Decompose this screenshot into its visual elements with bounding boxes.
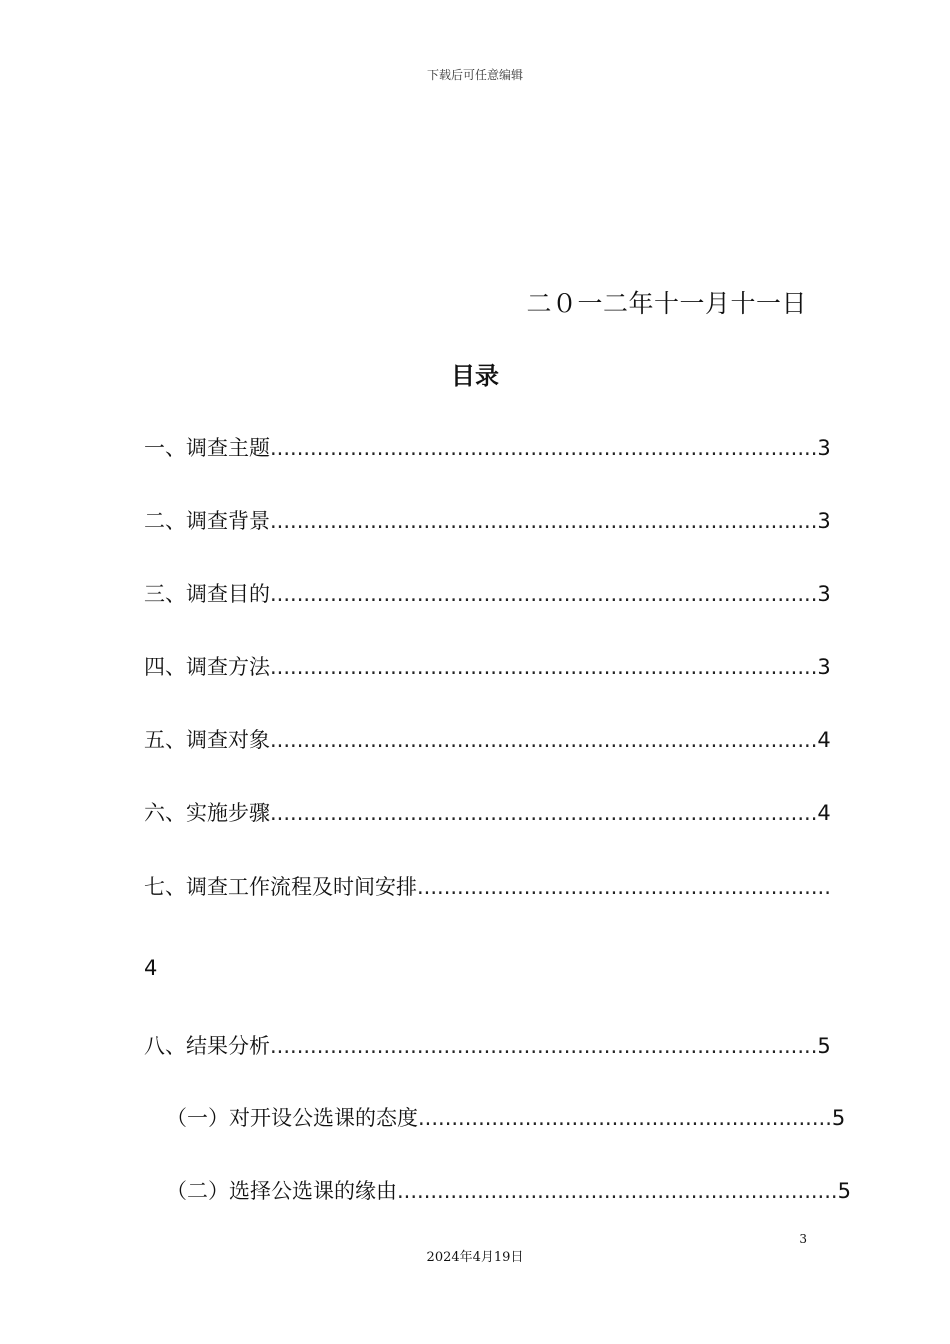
toc-leader-dots: .................................................................................. xyxy=(270,509,818,533)
toc-leader-dots: .................................................................................. xyxy=(270,582,818,606)
toc-entry-label: 四、调查方法 xyxy=(144,655,270,679)
toc-entry[interactable] xyxy=(144,505,831,535)
toc-entry-label: 八、结果分析 xyxy=(144,1034,270,1058)
toc-entry-page: 3 xyxy=(817,655,831,679)
toc-entry-label: 六、实施步骤 xyxy=(144,801,270,825)
toc-subentry[interactable] xyxy=(166,1102,845,1132)
toc-entry-label: 一、调查主题 xyxy=(144,436,270,460)
footer-date: 2024年4月19日 xyxy=(426,1250,524,1265)
toc-leader-dots: .................................................................................. xyxy=(270,655,818,679)
document-date: 二０一二年十一月十一日 xyxy=(526,289,807,318)
toc-leader-dots: .............................................................. xyxy=(417,875,831,899)
toc-leader-dots: .............................................................. xyxy=(418,1106,832,1130)
toc-leader-dots: .................................................................. xyxy=(397,1179,838,1203)
toc-entry[interactable] xyxy=(144,797,831,827)
toc-entry-page: 5 xyxy=(817,1034,831,1058)
toc-entry-page: 3 xyxy=(817,509,831,533)
toc-entry[interactable] xyxy=(144,578,831,608)
toc-leader-dots: .................................................................................. xyxy=(270,728,818,752)
toc-entry-page: 4 xyxy=(817,728,831,752)
toc-entry-label: 三、调查目的 xyxy=(144,582,270,606)
toc-entry-page: 5 xyxy=(831,1106,846,1130)
header-note: 下载后可任意编辑 xyxy=(426,68,523,82)
toc-entry-label: 七、调查工作流程及时间安排 xyxy=(144,875,417,899)
toc-entry-page: 5 xyxy=(837,1179,851,1203)
toc-entry-page: 3 xyxy=(817,436,831,460)
toc-title: 目录 xyxy=(451,362,499,390)
toc-leader-dots: .................................................................................. xyxy=(270,436,818,460)
toc-leader-dots: .................................................................................. xyxy=(270,801,818,825)
page-number: 3 xyxy=(799,1232,807,1246)
toc-entry-page[interactable]: 4 xyxy=(144,956,158,980)
toc-entry[interactable] xyxy=(144,651,831,681)
toc-entry-label: （一）对开设公选课的态度 xyxy=(166,1106,418,1130)
toc-entry-label: 五、调查对象 xyxy=(144,728,270,752)
toc-subentry[interactable] xyxy=(166,1175,851,1205)
toc-entry-page: 4 xyxy=(817,801,831,825)
toc-entry[interactable] xyxy=(144,871,831,901)
toc-entry-label: 二、调查背景 xyxy=(144,509,270,533)
toc-entry[interactable] xyxy=(144,432,831,462)
toc-entry-label: （二）选择公选课的缘由 xyxy=(166,1179,397,1203)
toc-entry-page: 3 xyxy=(817,582,831,606)
toc-entry[interactable] xyxy=(144,1030,831,1060)
toc-leader-dots: .................................................................................. xyxy=(270,1034,818,1058)
toc-entry[interactable] xyxy=(144,724,831,754)
